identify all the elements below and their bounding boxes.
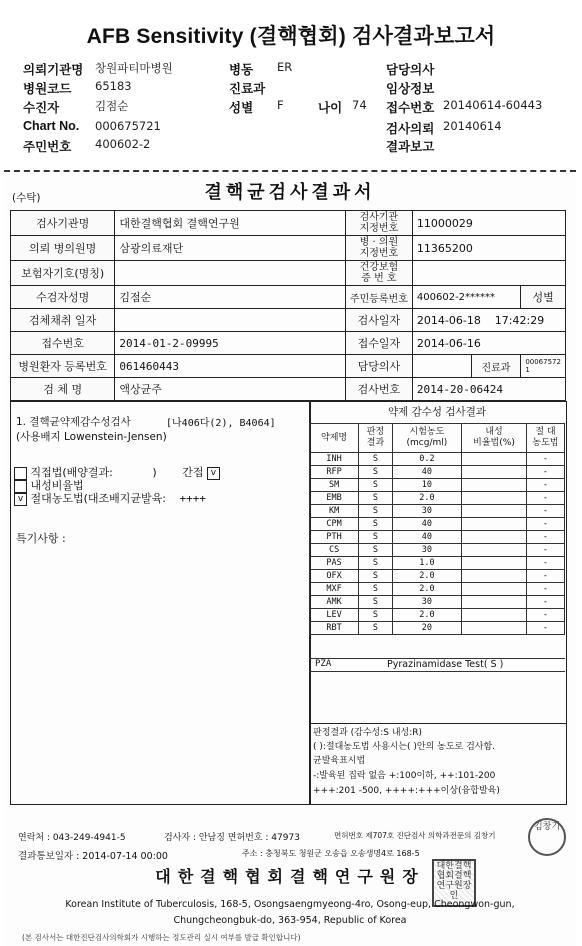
method-direct: 직접법(배양결과: ) 간접 v	[14, 464, 220, 480]
label-sex: 성별	[229, 101, 254, 115]
field-value: 00067572 1	[521, 355, 566, 378]
field-value	[412, 261, 565, 286]
field-label: 병 · 의원 지정번호	[345, 236, 412, 261]
drug-ratio	[462, 557, 527, 570]
pza-row: PZA Pyrazinamidase Test( S )	[309, 658, 565, 672]
drug-ratio	[462, 596, 527, 609]
drug-result: S	[359, 557, 393, 570]
info-row	[11, 378, 566, 401]
drug-abs: -	[526, 466, 564, 479]
drug-abs: -	[526, 544, 564, 557]
field-value	[412, 355, 471, 378]
drug-name: SM	[310, 479, 359, 492]
drug-abs: -	[526, 596, 564, 609]
drug-name: CPM	[310, 518, 359, 531]
info-row	[11, 355, 566, 378]
drug-abs: -	[526, 492, 564, 505]
drug-conc: 40	[392, 518, 461, 531]
drug-result: S	[359, 622, 393, 635]
info-row	[11, 332, 566, 355]
label-chart-no: Chart No.	[23, 119, 80, 133]
drug-conc: 20	[392, 622, 461, 635]
value-patient: 김점순	[95, 99, 129, 113]
footer-contact: 연락처 : 043-249-4941-5	[18, 833, 126, 843]
field-label: 의뢰 병의원명	[11, 236, 115, 261]
drug-abs: -	[526, 479, 564, 492]
medium: (사용배지 Lowenstein-Jensen)	[16, 431, 167, 443]
method-absolute: v 절대농도법(대조배지균발육: ++++	[14, 490, 206, 506]
field-value: 2014-06-18 17:42:29	[412, 309, 565, 332]
footer-notified: 결과통보일자 : 2014-07-14 00:00	[18, 851, 168, 862]
col-header: 약제명	[310, 424, 359, 453]
drug-result: S	[359, 453, 393, 466]
drug-table	[309, 423, 565, 635]
label-clinical-info: 임상정보	[386, 82, 435, 96]
field-label: 성별	[521, 286, 566, 309]
field-label: 검사기관명	[11, 211, 115, 236]
legend-line: +++:201 -500, ++++:+++이상(융합발육)	[313, 786, 500, 796]
value-ward: ER	[277, 60, 293, 74]
field-value: 삼광의료재단	[115, 236, 346, 261]
drug-result: S	[359, 505, 393, 518]
field-value: 400602-2******	[412, 286, 520, 309]
drug-abs: -	[526, 583, 564, 596]
field-label: 담당의사	[345, 355, 412, 378]
drug-result: S	[359, 492, 393, 505]
indirect-checkbox[interactable]: v	[207, 467, 220, 480]
field-value	[115, 261, 346, 286]
drug-row	[310, 531, 565, 544]
drug-row	[310, 622, 565, 635]
drug-conc: 10	[392, 479, 461, 492]
drug-row	[310, 518, 565, 531]
drug-conc: 40	[392, 466, 461, 479]
drug-ratio	[462, 583, 527, 596]
field-label: 진료과	[471, 355, 521, 378]
drug-ratio	[462, 505, 527, 518]
drug-abs: -	[526, 505, 564, 518]
field-value: 061460443	[115, 355, 346, 378]
label-ward: 병동	[229, 63, 254, 77]
drug-ratio	[462, 453, 527, 466]
test-name: 1. 결핵균약제감수성검사	[16, 416, 131, 428]
field-value: 대한결핵협회 결핵연구원	[115, 211, 346, 236]
footer-fine-print: (본 검사서는 대한진단검사의학회가 시행하는 정도관리 실시 여부를 발급 확인합니다)	[22, 933, 301, 942]
drug-conc: 30	[392, 596, 461, 609]
field-value: 2014-01-2-09995	[115, 332, 346, 355]
field-value: 11365200	[412, 236, 565, 261]
legend-line: -:발육된 집락 없음 +:100이하, ++:101-200	[313, 771, 496, 781]
drug-conc: 40	[392, 531, 461, 544]
drug-row	[310, 570, 565, 583]
drug-abs: -	[526, 531, 564, 544]
drug-result: S	[359, 544, 393, 557]
field-label: 수검자성명	[11, 286, 115, 309]
info-row	[11, 286, 566, 309]
drug-abs: -	[526, 518, 564, 531]
field-label: 주민등록번호	[345, 286, 412, 309]
field-label: 건강보험 증 번 호	[345, 261, 412, 286]
drug-conc: 0.2	[392, 453, 461, 466]
drug-row	[310, 505, 565, 518]
drug-ratio	[462, 544, 527, 557]
value-resident-no: 400602-2	[95, 137, 151, 151]
report-title: AFB Sensitivity (결핵협회) 검사결과보고서	[86, 25, 496, 48]
info-row	[11, 309, 566, 332]
drug-row	[310, 466, 565, 479]
legend-line: 판정결과 (감수성:S 내성:R)	[313, 728, 423, 738]
drug-row	[310, 557, 565, 570]
receipt-tag: (수탁)	[12, 192, 41, 204]
info-row	[11, 236, 566, 261]
drug-ratio	[462, 609, 527, 622]
col-header: 절 대 농도법	[526, 424, 564, 453]
col-header: 내성 비율법(%)	[462, 424, 527, 453]
drug-conc: 2.0	[392, 583, 461, 596]
drug-name: RFP	[310, 466, 359, 479]
field-value: 2014-20-06424	[412, 378, 565, 401]
drug-result: S	[359, 570, 393, 583]
footer-examiner: 검사자 : 안남징 면허번호 : 47973	[164, 833, 300, 843]
drug-result: S	[359, 583, 393, 596]
drug-result: S	[359, 479, 393, 492]
info-row	[11, 261, 566, 286]
col-header: 판정 결과	[359, 424, 393, 453]
value-hospital-code: 65183	[95, 79, 132, 93]
result-title: 약제 감수성 검사결과	[388, 406, 486, 418]
field-label: 병원환자 등록번호	[11, 355, 115, 378]
field-value: 11000029	[412, 211, 565, 236]
field-value: 액상균주	[115, 378, 346, 401]
col-header: 시험농도 (mcg/ml)	[392, 424, 461, 453]
drug-name: CS	[310, 544, 359, 557]
drug-abs: -	[526, 453, 564, 466]
label-age: 나이	[318, 101, 343, 115]
drug-row	[310, 544, 565, 557]
drug-row	[310, 596, 565, 609]
drug-conc: 2.0	[392, 492, 461, 505]
label-resident-no: 주민번호	[23, 140, 72, 154]
drug-conc: 30	[392, 505, 461, 518]
drug-conc: 1.0	[392, 557, 461, 570]
form-title: 결핵균검사결과서	[204, 182, 376, 203]
footer-specialist: 면허번호 제707호 진단검사 의학과전문의 김창기	[334, 831, 496, 840]
drug-name: RBT	[310, 622, 359, 635]
drug-conc: 2.0	[392, 609, 461, 622]
label-requested: 검사의뢰	[386, 122, 435, 136]
footer-org-en-1: Korean Institute of Tuberculosis, 168-5, Osongsaengmyeong-4ro, Osong-eup, Cheongwon-gun,	[65, 899, 515, 910]
field-value	[115, 309, 346, 332]
label-hospital-code: 병원코드	[23, 82, 72, 96]
scanned-form	[4, 170, 576, 946]
drug-ratio	[462, 531, 527, 544]
field-label: 검사기관 지정번호	[345, 211, 412, 236]
drug-result: S	[359, 609, 393, 622]
drug-row	[310, 583, 565, 596]
info-table	[10, 210, 566, 401]
drug-ratio	[462, 570, 527, 583]
drug-result: S	[359, 531, 393, 544]
field-label: 검사일자	[345, 309, 412, 332]
value-chart-no: 000675721	[95, 119, 161, 133]
label-doctor: 담당의사	[386, 63, 435, 77]
drug-row	[310, 453, 565, 466]
drug-name: AMK	[310, 596, 359, 609]
value-sex: F	[277, 98, 284, 112]
field-label: 보험자기호(명칭)	[11, 261, 115, 286]
drug-name: INH	[310, 453, 359, 466]
drug-abs: -	[526, 622, 564, 635]
drug-ratio	[462, 492, 527, 505]
label-patient: 수진자	[23, 101, 60, 115]
legend-line: 균발육표시법	[313, 756, 366, 766]
label-reported: 결과보고	[386, 140, 435, 154]
drug-name: OFX	[310, 570, 359, 583]
method-panel	[10, 401, 311, 805]
method-ratio: 내성비율법	[14, 477, 84, 493]
label-institution: 의뢰기관명	[23, 63, 84, 77]
label-accession: 접수번호	[386, 101, 435, 115]
drug-abs: -	[526, 557, 564, 570]
drug-abs: -	[526, 570, 564, 583]
drug-name: KM	[310, 505, 359, 518]
drug-row	[310, 492, 565, 505]
drug-ratio	[462, 622, 527, 635]
field-label: 접수번호	[11, 332, 115, 355]
drug-result: S	[359, 518, 393, 531]
drug-abs: -	[526, 609, 564, 622]
remarks-label: 특기사항 :	[16, 532, 66, 545]
drug-name: PTH	[310, 531, 359, 544]
field-value: 2014-06-16	[412, 332, 565, 355]
footer-org-en-2: Chungcheongbuk-do, 363-954, Republic of Korea	[173, 915, 407, 926]
drug-conc: 2.0	[392, 570, 461, 583]
value-accession: 20140614-60443	[443, 98, 543, 112]
drug-result: S	[359, 466, 393, 479]
field-label: 검사번호	[345, 378, 412, 401]
institute-stamp: 대한결핵협회결핵연구원장인	[432, 859, 476, 907]
value-institution: 창원파티마병원	[95, 61, 173, 75]
label-department: 진료과	[229, 82, 266, 96]
info-row	[11, 211, 566, 236]
drug-ratio	[462, 466, 527, 479]
test-code: [나406다(2), B4064]	[166, 418, 276, 429]
footer-org-kr: 대한결핵협회결핵연구원장	[155, 867, 425, 886]
value-age: 74	[352, 98, 367, 112]
drug-name: EMB	[310, 492, 359, 505]
field-label: 접수일자	[345, 332, 412, 355]
drug-name: PAS	[310, 557, 359, 570]
field-value: 김점순	[115, 286, 346, 309]
drug-ratio	[462, 479, 527, 492]
field-label: 검체채취 일자	[11, 309, 115, 332]
absolute-checkbox[interactable]: v	[14, 493, 27, 506]
value-requested: 20140614	[443, 119, 502, 133]
field-label: 검 체 명	[11, 378, 115, 401]
footer-address: 주소 : 충청북도 청원군 오송읍 오송생명4로 168-5	[242, 849, 420, 858]
drug-row	[310, 609, 565, 622]
drug-ratio	[462, 518, 527, 531]
drug-row	[310, 479, 565, 492]
drug-result: S	[359, 596, 393, 609]
drug-table-header	[310, 424, 565, 453]
drug-conc: 30	[392, 544, 461, 557]
specialist-seal: 김창기	[528, 818, 566, 856]
drug-name: MXF	[310, 583, 359, 596]
legend-line: ( ):절대농도법 사용시는( )안의 농도로 검사함.	[313, 742, 496, 752]
drug-name: LEV	[310, 609, 359, 622]
